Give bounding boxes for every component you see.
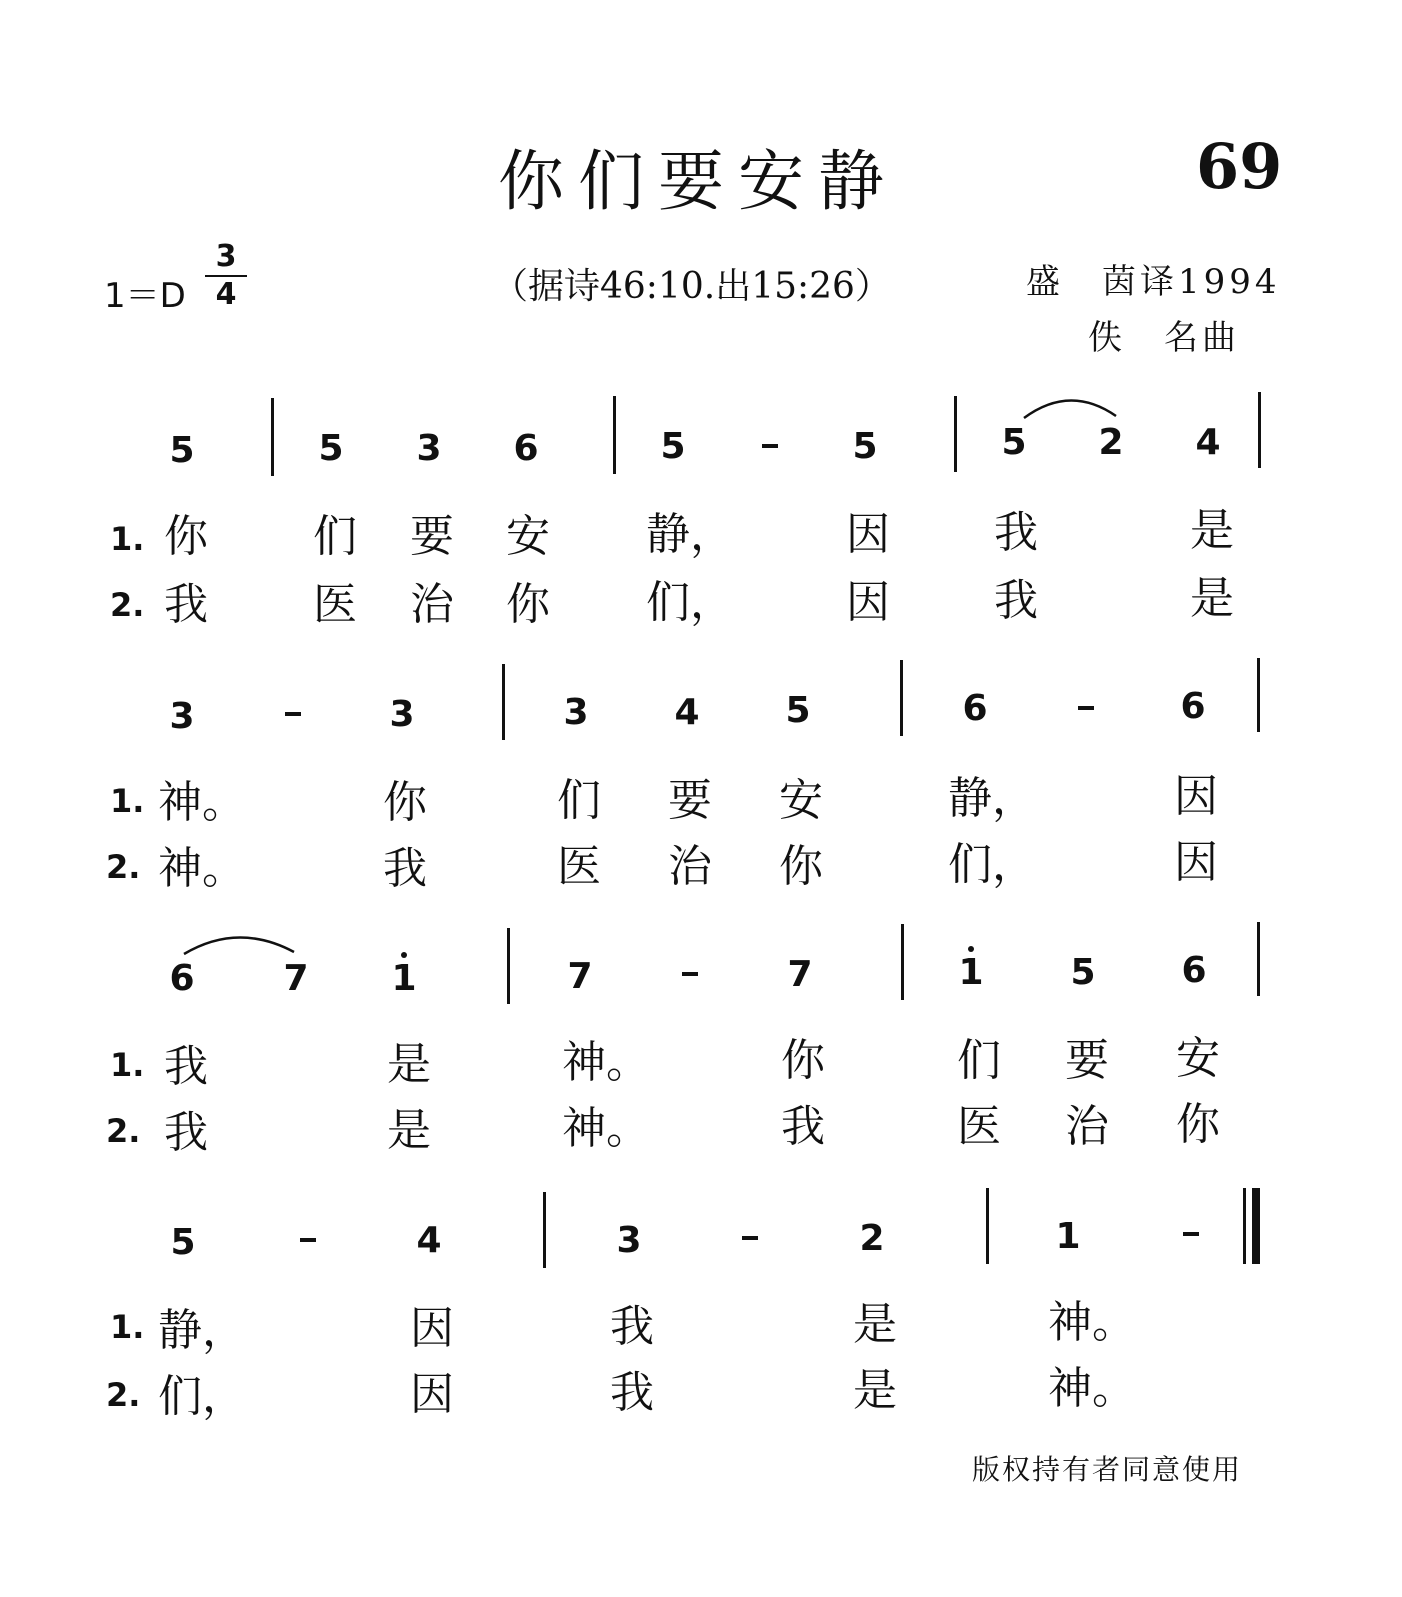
bar-line <box>613 396 616 474</box>
note: 6 <box>513 428 539 469</box>
lyric: 要 <box>410 511 454 562</box>
lyric: 你 <box>779 841 823 892</box>
lyric: 因 <box>410 1369 454 1420</box>
note: 4 <box>674 692 700 733</box>
bar-line <box>900 660 903 736</box>
note-extension-dash <box>285 712 301 716</box>
bar-line <box>1258 392 1261 468</box>
note: 7 <box>787 954 813 995</box>
final-bar-line-thin <box>1243 1188 1246 1264</box>
lyric: 们 <box>313 511 357 562</box>
lyric: 因 <box>410 1303 454 1354</box>
lyric: 要 <box>1065 1035 1109 1086</box>
lyric: 因 <box>1174 771 1218 822</box>
lyric: 是 <box>387 1039 431 1090</box>
note: 5 <box>318 428 344 469</box>
lyric: 静， <box>646 509 734 560</box>
note: 5 <box>169 430 195 471</box>
verse-number: 1. <box>110 520 145 558</box>
note-extension-dash <box>1078 706 1094 710</box>
hymn-number: 69 <box>1196 130 1283 203</box>
bar-line <box>543 1192 546 1268</box>
lyric: 我 <box>610 1367 654 1418</box>
note-extension-dash <box>762 444 778 448</box>
note: 6 <box>169 958 195 999</box>
lyric: 是 <box>853 1299 897 1350</box>
lyric: 我 <box>164 579 208 630</box>
lyric: 你 <box>164 511 208 562</box>
note-extension-dash <box>300 1238 316 1242</box>
lyric: 你 <box>506 579 550 630</box>
lyric: 静， <box>948 773 1036 824</box>
lyric: 是 <box>1190 573 1234 624</box>
translator-credit: 盛 茵译1994 <box>1026 262 1281 302</box>
lyric: 我 <box>781 1101 825 1152</box>
lyric: 是 <box>853 1365 897 1416</box>
lyric: 神。 <box>158 777 246 828</box>
lyric: 静， <box>158 1305 246 1356</box>
lyric: 是 <box>387 1105 431 1156</box>
lyric: 神。 <box>1048 1297 1136 1348</box>
note: 3 <box>169 696 195 737</box>
composer-credit: 佚 名曲 <box>1088 318 1240 358</box>
final-bar-line-thick <box>1252 1188 1260 1264</box>
note: 3 <box>389 694 415 735</box>
lyric: 们， <box>646 577 734 628</box>
lyric: 治 <box>410 579 454 630</box>
lyric: 你 <box>383 777 427 828</box>
note-extension-dash <box>1183 1232 1199 1236</box>
note: 5 <box>1070 952 1096 993</box>
lyric: 神。 <box>158 843 246 894</box>
lyric: 医 <box>557 841 601 892</box>
lyric: 安 <box>779 775 823 826</box>
time-signature <box>205 240 247 312</box>
note: 3 <box>616 1220 642 1261</box>
bar-line <box>1257 658 1260 732</box>
verse-number: 1. <box>110 782 145 820</box>
bar-line <box>986 1188 989 1264</box>
lyric: 是 <box>1190 505 1234 556</box>
note: 5 <box>852 426 878 467</box>
note: 2 <box>859 1218 885 1259</box>
note: 5 <box>170 1222 196 1263</box>
lyric: 我 <box>164 1107 208 1158</box>
note: 1 <box>1055 1216 1081 1257</box>
lyric: 你 <box>781 1035 825 1086</box>
note-extension-dash <box>682 972 698 976</box>
note: 5 <box>1001 422 1027 463</box>
lyric: 我 <box>994 507 1038 558</box>
lyric: 医 <box>957 1101 1001 1152</box>
note-extension-dash <box>742 1236 758 1240</box>
lyric: 治 <box>1065 1101 1109 1152</box>
verse-number: 1. <box>110 1046 145 1084</box>
lyric: 因 <box>846 577 890 628</box>
note: 4 <box>1195 422 1221 463</box>
lyric: 我 <box>610 1301 654 1352</box>
time-signature-bottom: 4 <box>215 277 237 312</box>
slur <box>1020 388 1120 422</box>
lyric: 医 <box>313 579 357 630</box>
verse-number: 2. <box>106 848 141 886</box>
lyric: 我 <box>164 1041 208 1092</box>
lyric: 们 <box>957 1035 1001 1086</box>
note: 4 <box>416 1220 442 1261</box>
note: 7 <box>567 956 593 997</box>
note: 1 <box>958 952 984 993</box>
lyric: 因 <box>846 509 890 560</box>
lyric: 神。 <box>562 1037 650 1088</box>
lyric: 神。 <box>1048 1363 1136 1414</box>
bar-line <box>901 924 904 1000</box>
lyric: 要 <box>668 775 712 826</box>
lyric: 们 <box>557 775 601 826</box>
note: 3 <box>563 692 589 733</box>
verse-number: 2. <box>106 1112 141 1150</box>
lyric: 神。 <box>562 1103 650 1154</box>
note: 5 <box>785 690 811 731</box>
note: 7 <box>283 958 309 999</box>
lyric: 我 <box>383 843 427 894</box>
bar-line <box>271 398 274 476</box>
note: 1 <box>391 958 417 999</box>
scripture-reference: （据诗46:10.出15:26） <box>492 266 891 307</box>
bar-line <box>502 664 505 740</box>
lyric: 安 <box>1176 1033 1220 1084</box>
note: 3 <box>416 428 442 469</box>
note: 2 <box>1098 422 1124 463</box>
copyright-notice: 版权持有者同意使用 <box>972 1453 1243 1486</box>
lyric: 你 <box>1176 1099 1220 1150</box>
hymn-title: 你们要安静 <box>498 143 898 220</box>
bar-line <box>507 928 510 1004</box>
bar-line <box>1257 922 1260 996</box>
lyric: 们， <box>158 1371 246 1422</box>
lyric: 安 <box>506 511 550 562</box>
note: 6 <box>1181 950 1207 991</box>
lyric: 们， <box>948 839 1036 890</box>
note: 5 <box>660 426 686 467</box>
verse-number: 2. <box>110 586 145 624</box>
time-signature-top: 3 <box>215 239 237 274</box>
key-signature: 1＝D <box>104 276 186 316</box>
slur <box>180 928 298 958</box>
verse-number: 2. <box>106 1376 141 1414</box>
lyric: 我 <box>994 575 1038 626</box>
verse-number: 1. <box>110 1308 145 1346</box>
note: 6 <box>962 688 988 729</box>
note: 6 <box>1180 686 1206 727</box>
lyric: 治 <box>668 841 712 892</box>
lyric: 因 <box>1174 837 1218 888</box>
bar-line <box>954 396 957 472</box>
